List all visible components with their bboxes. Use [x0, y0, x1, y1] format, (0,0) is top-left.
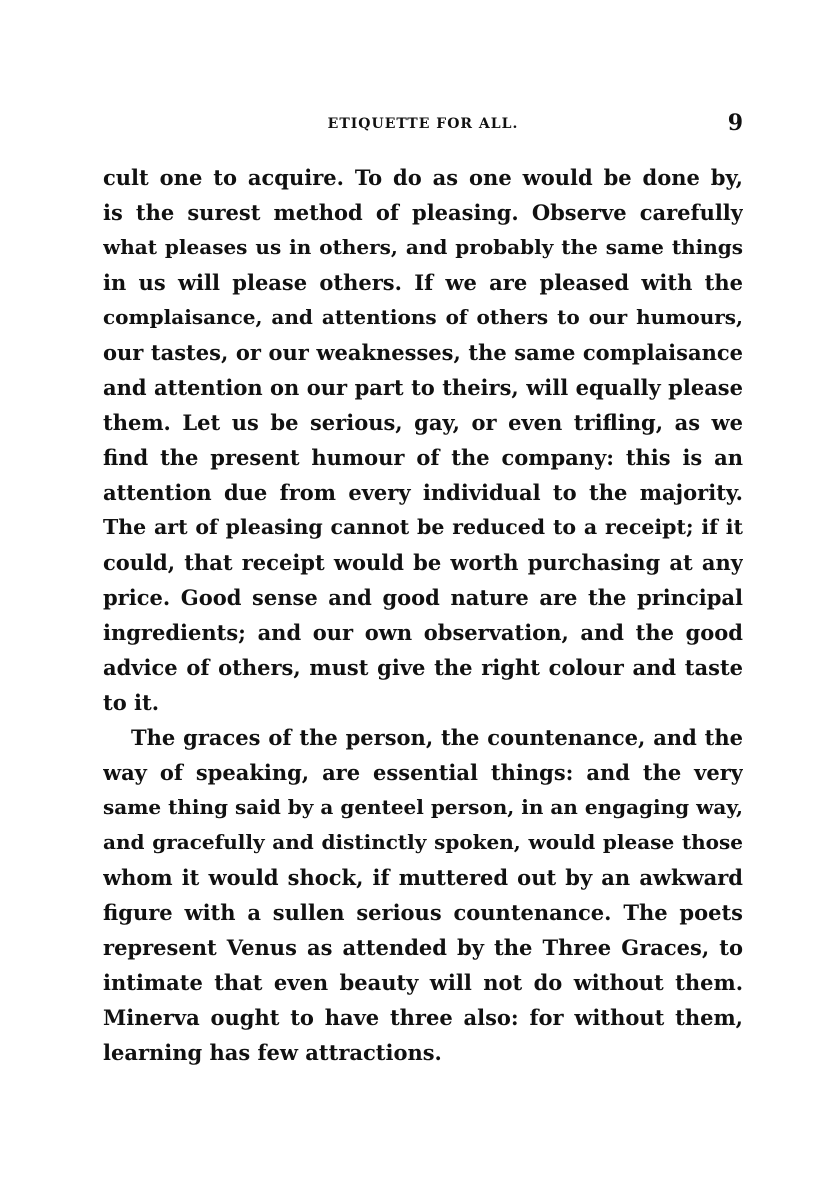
text-line: to it. [103, 690, 160, 715]
text-line: could, that receipt would be worth purchasing at any [103, 550, 743, 575]
text-line: Minerva ought to have three also: for without them, [103, 1005, 743, 1030]
text-line: our tastes, or our weaknesses, the same complaisance [103, 340, 743, 365]
text-line: same thing said by a genteel person, in an engaging way, [103, 795, 743, 819]
paragraph-2 [103, 720, 743, 1070]
text-line: find the present humour of the company: this is an [103, 445, 743, 470]
text-line: them. Let us be serious, gay, or even trifling, as we [103, 410, 743, 435]
text-line: advice of others, must give the right colour and taste [103, 655, 743, 680]
text-line: intimate that even beauty will not do without them. [103, 970, 743, 995]
text-line: way of speaking, are essential things: and the very [103, 760, 743, 785]
text-line: complaisance, and attentions of others to our humours, [103, 305, 743, 329]
text-line: is the surest method of pleasing. Observe carefully [103, 200, 743, 225]
text-line: in us will please others. If we are pleased with the [103, 270, 743, 295]
text-line: what pleases us in others, and probably the same things [103, 235, 743, 259]
page-number: 9 [727, 110, 743, 136]
text-line: ingredients; and our own observation, and the good [103, 620, 743, 645]
text-line: cult one to acquire. To do as one would be done by, [103, 165, 743, 190]
text-line: learning has few attractions. [103, 1040, 442, 1065]
text-line: and gracefully and distinctly spoken, would please those [103, 830, 743, 854]
text-line: The art of pleasing cannot be reduced to a receipt; if it [103, 515, 743, 539]
text-line: price. Good sense and good nature are the principal [103, 585, 743, 610]
text-line: The graces of the person, the countenance, and the [131, 725, 743, 750]
text-line: and attention on our part to theirs, will equally please [103, 375, 743, 400]
text-line: attention due from every individual to the majority. [103, 480, 743, 505]
text-line: whom it would shock, if muttered out by an awkward [103, 865, 743, 890]
text-line: represent Venus as attended by the Three Graces, to [103, 935, 743, 960]
body-text [103, 160, 743, 1070]
paragraph-1 [103, 160, 743, 720]
running-head [103, 110, 743, 140]
text-line: figure with a sullen serious countenance. The poets [103, 900, 743, 925]
running-title: ETIQUETTE FOR ALL. [327, 116, 519, 132]
